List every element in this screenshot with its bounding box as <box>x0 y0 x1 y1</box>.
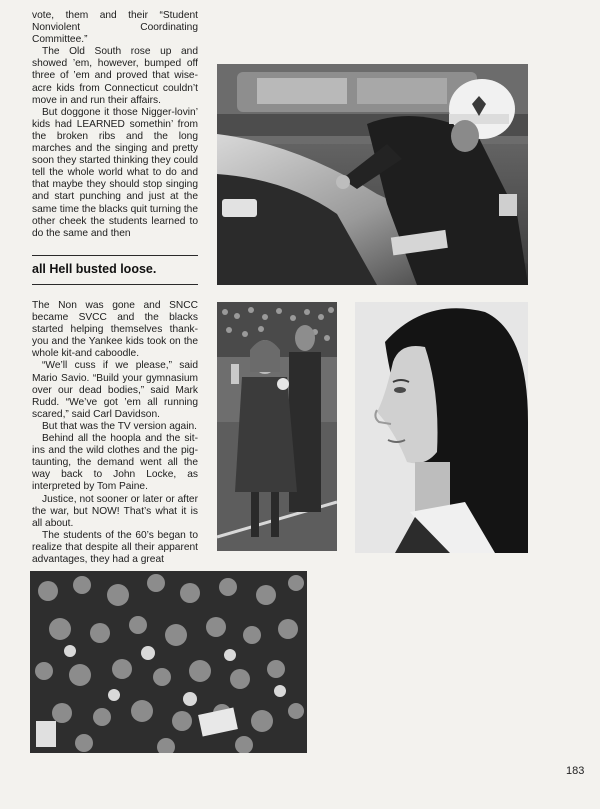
photo-woman-on-field <box>217 302 337 551</box>
text-column-middle <box>32 300 198 566</box>
paragraph: Justice, not sooner or later or after the war, but NOW! That’s what it is all about. <box>32 493 198 529</box>
rule-above-headline <box>32 255 198 256</box>
photo-police-officer-car <box>217 64 528 285</box>
paragraph: Behind all the hoopla and the sit-ins and the wild clothes and the pig-taunting, the demand went all the way back to John Locke, as interpreted by Tom Paine. <box>32 433 198 493</box>
paragraph: But that was the TV version again. <box>42 420 197 432</box>
photo-crowd-aerial <box>30 571 307 753</box>
text-column-top <box>32 10 198 240</box>
page-number: 183 <box>566 765 585 777</box>
paragraph: vote, them and their “Student Nonviolent Coordinating Committee.” <box>32 10 198 46</box>
paragraph: But doggone it those Nigger-lovin’ kids had LEARNED somethin’ from the broken ribs and the long marches and the singing and pretty soon they started thinking they could tell the whole world what to do and that maybe they should stop singing and start punching and just at the same time the blacks quit turning the other cheek the students learned to do the same and then <box>32 106 198 239</box>
paragraph: The students of the 60’s began to realize that despite all their apparent advantages, they had a great <box>32 529 198 565</box>
rule-below-headline <box>32 284 198 285</box>
paragraph: “We’ll cuss if we please,” said Mario Savio. “Build your gymnasium over our dead bodies,” said Mark Rudd. “We’ve got ’em all running scared,” said Carl Davidson. <box>32 360 198 420</box>
paragraph: The Non was gone and SNCC became SVCC and the blacks started helping themselves thank-you and the Yankee kids took on the whole kit-and caboodle. <box>32 300 198 360</box>
paragraph: The Old South rose up and showed ’em, however, bumped off three of ’em and proved that wise-acre kids from Connecticut couldn’t move in and run their affairs. <box>32 46 198 106</box>
photo-woman-portrait <box>355 302 528 553</box>
section-headline: all Hell busted loose. <box>32 262 157 276</box>
